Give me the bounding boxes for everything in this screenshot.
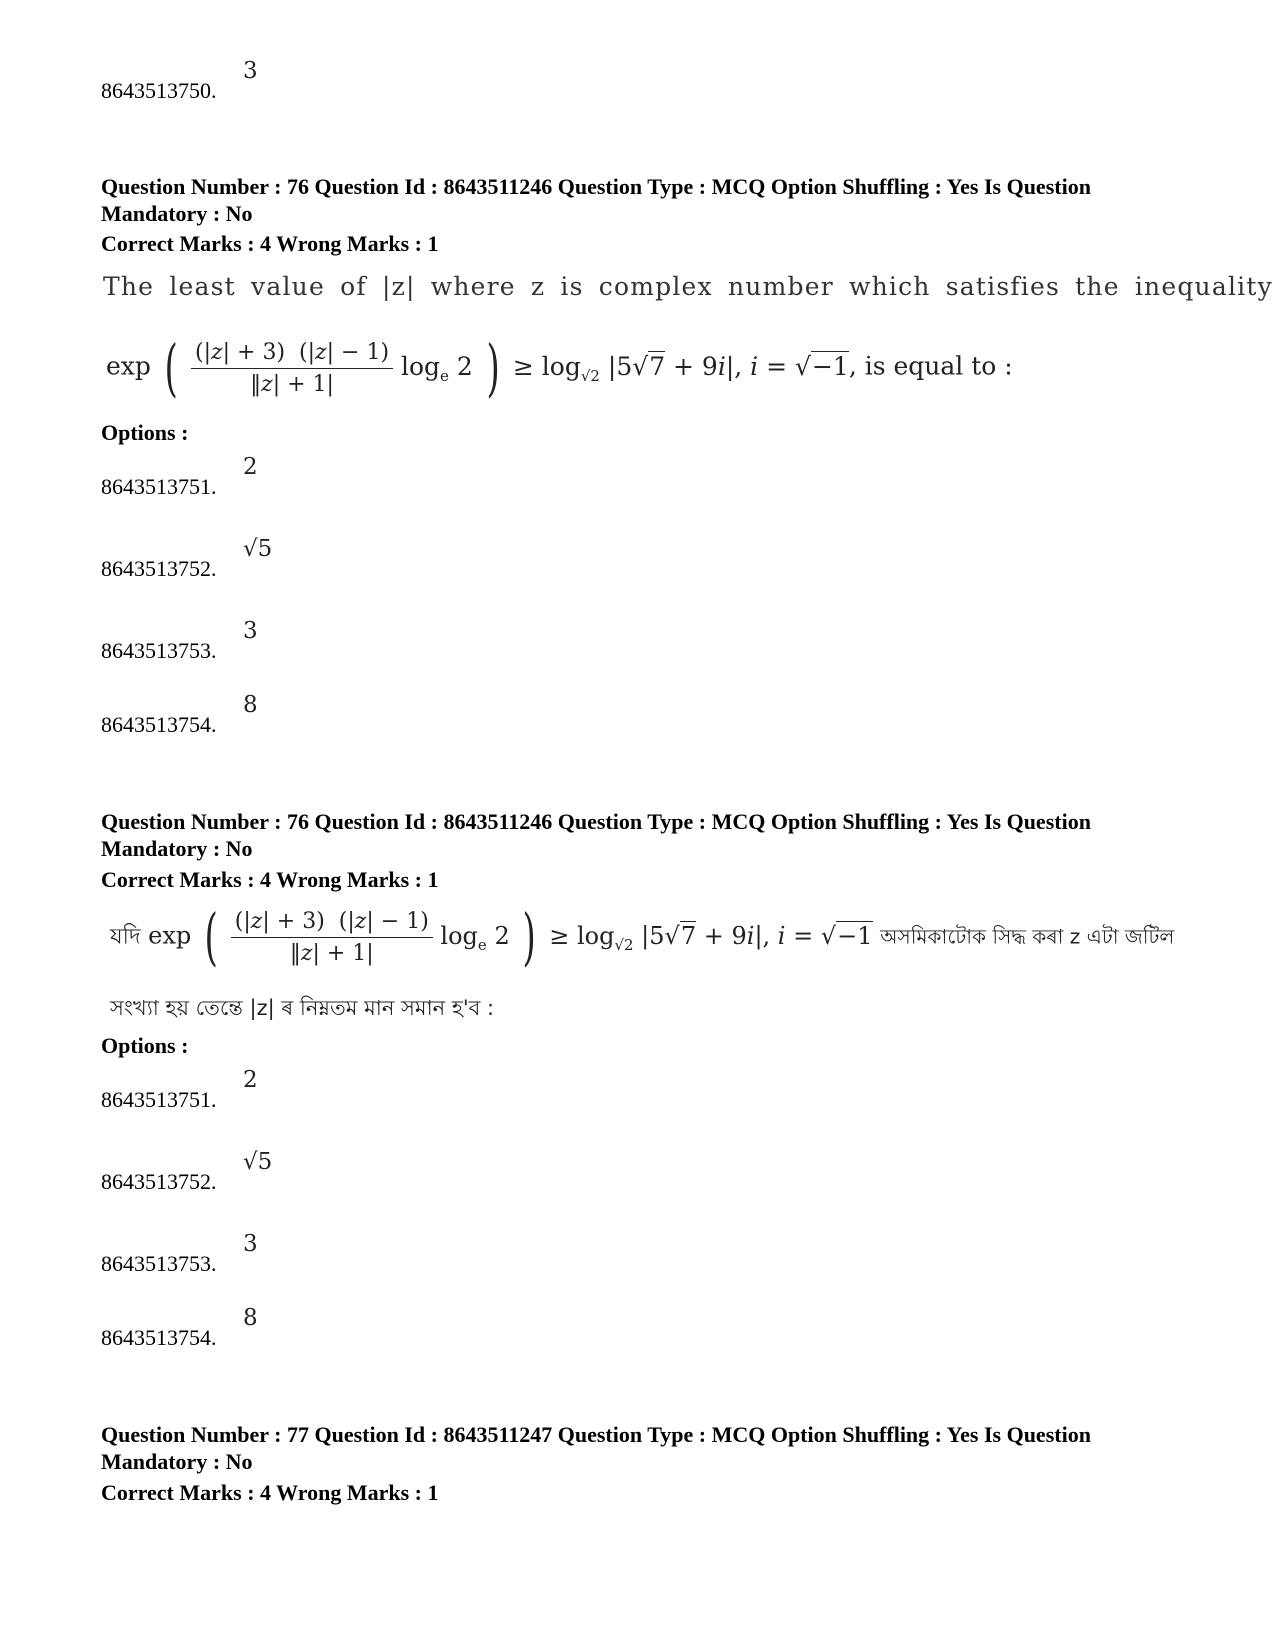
option-value: 8 [243,692,258,718]
option-value: 2 [243,454,258,480]
option-row [101,454,258,500]
option-value: 8 [243,1305,258,1331]
stem-prefix: যদি [110,924,141,950]
option-row [101,1067,258,1113]
option-value: 2 [243,1067,258,1093]
stem-suffix: অসমিকাটোক সিদ্ধ কৰা z এটা জটিল [880,924,1175,949]
option-id: 8643513752. [101,556,217,581]
option-row [101,1231,258,1277]
option-value: 3 [243,58,258,84]
option-id: 8643513751. [101,474,217,499]
inequality-formula-assamese: যদি exp ( $\frac{(|z| + 3) (|z| - 1)}{‖z| + 1|}$ $\log_e 2$ ) ≥ $\log_{√2} |5√7 + 9i|$, i = √−1 অসমিকাটোক সিদ্ধ কৰা z এটা জটিল [110,900,1175,973]
marks-line: Correct Marks : 4 Wrong Marks : 1 [101,1480,439,1505]
option-row [101,692,258,738]
option-row [101,536,273,582]
option-id: 8643513753. [101,1251,217,1276]
marks-line: Correct Marks : 4 Wrong Marks : 1 [101,231,439,256]
marks-line: Correct Marks : 4 Wrong Marks : 1 [101,867,439,892]
question-stem-line: সংখ্যা হয় তেন্তে |z| ৰ নিম্নতম মান সমান হ'ব : [110,996,495,1020]
options-label: Options : [101,1033,189,1058]
option-id: 8643513754. [101,1325,217,1350]
options-label: Options : [101,420,189,445]
option-id: 8643513754. [101,712,217,737]
option-id: 8643513751. [101,1087,217,1112]
option-row [101,58,258,104]
option-id: 8643513750. [101,78,217,103]
question-header: Question Number : 76 Question Id : 8643511246 Question Type : MCQ Option Shuffling : Yes Is Question Mandatory : No [101,809,1091,861]
question-header: Question Number : 76 Question Id : 8643511246 Question Type : MCQ Option Shuffling : Yes Is Question Mandatory : No [101,174,1091,226]
option-value: 3 [243,618,258,644]
option-id: 8643513752. [101,1169,217,1194]
option-row [101,1149,273,1195]
question-header: Question Number : 77 Question Id : 8643511247 Question Type : MCQ Option Shuffling : Yes Is Question Mandatory : No [101,1422,1091,1474]
inequality-formula: exp ( $\frac{(|z| + 3) (|z| - 1)}{‖z| + 1|}$ $\log_e 2$ ) ≥ $\log_{√2} |5√7 + 9i|$, i = √−1, is equal to : [106,331,1013,404]
option-id: 8643513753. [101,638,217,663]
question-stem-line: The least value of |z| where z is complex number which satisfies the inequality [103,272,1273,301]
option-value: √5 [243,1149,273,1175]
option-row [101,618,258,664]
option-value: √5 [243,536,273,562]
option-row [101,1305,258,1351]
stem-tail: , is equal to : [848,351,1013,381]
option-value: 3 [243,1231,258,1257]
